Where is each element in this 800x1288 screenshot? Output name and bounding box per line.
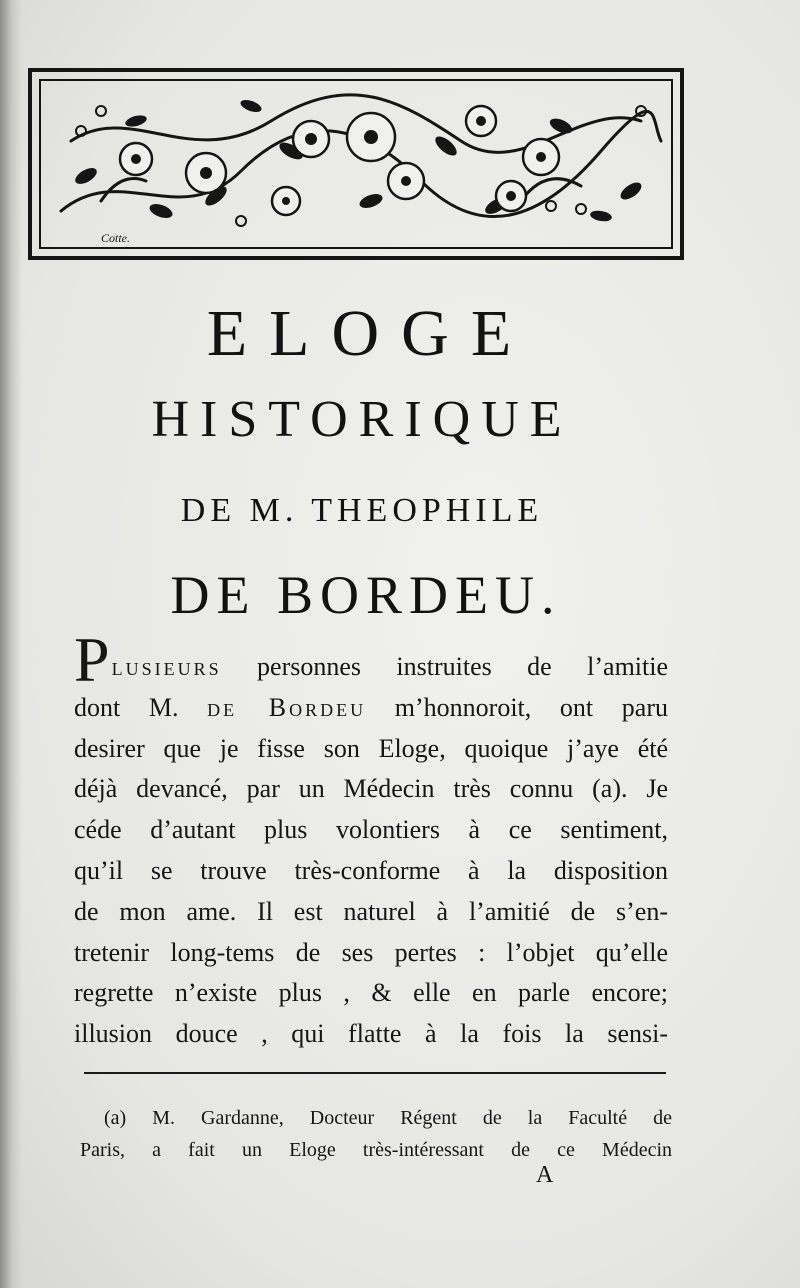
footnote <box>80 1102 672 1166</box>
footnote-separator-rule <box>84 1072 666 1074</box>
body-line-2 <box>74 688 668 729</box>
body-line-4: déjà devancé, par un Médecin très connu (a). Je <box>74 774 668 804</box>
title-line-de-bordeu: DE BORDEU. <box>170 565 562 625</box>
body-line-8: tretenir long-tems de ses pertes : l’objet qu’elle <box>74 937 668 967</box>
floral-vine-illustration <box>41 81 669 241</box>
body-line-7: de mon ame. Il est naturel à l’amitié de s’en- <box>74 896 668 926</box>
floral-headpiece-ornament <box>28 68 684 260</box>
body-line-1 <box>74 624 668 695</box>
title-line-historique: HISTORIQUE <box>151 391 573 448</box>
small-caps-name: de Bordeu <box>207 692 367 722</box>
body-line-2-text: m’honnoroit, ont paru <box>366 692 668 722</box>
footnote-line-1: (a) M. Gardanne, Docteur Régent de la Faculté de <box>104 1107 672 1129</box>
engraver-signature: Cotte. <box>101 231 130 245</box>
body-line-9: regrette n’existe plus , & elle en parle encore; <box>74 978 668 1008</box>
title-line-eloge: ELOGE <box>206 297 534 370</box>
footnote-line-2: Paris, a fait un Eloge très-intéressant de ce Médecin <box>80 1139 672 1161</box>
ornament-inner-frame <box>39 79 673 249</box>
small-caps-word: lusieurs <box>111 652 222 681</box>
body-line-2-prefix: dont M. <box>74 692 208 722</box>
body-line-3: desirer que je fisse son Eloge, quoique j’aye été <box>74 733 668 763</box>
body-line-5: céde d’autant plus volontiers à ce sentiment, <box>74 815 668 845</box>
body-paragraph <box>74 624 668 1055</box>
title-line-de-m-theophile: DE M. THEOPHILE <box>180 492 544 529</box>
body-line-6: qu’il se trouve très-conforme à la disposition <box>74 855 668 885</box>
signature-mark: A <box>536 1162 554 1188</box>
body-line-10: illusion douce , qui flatte à la fois la sensi- <box>74 1019 668 1049</box>
drop-cap: P <box>74 624 110 695</box>
body-line-1-text: personnes instruites de l’amitie <box>221 652 668 681</box>
binding-shadow <box>0 0 22 1288</box>
